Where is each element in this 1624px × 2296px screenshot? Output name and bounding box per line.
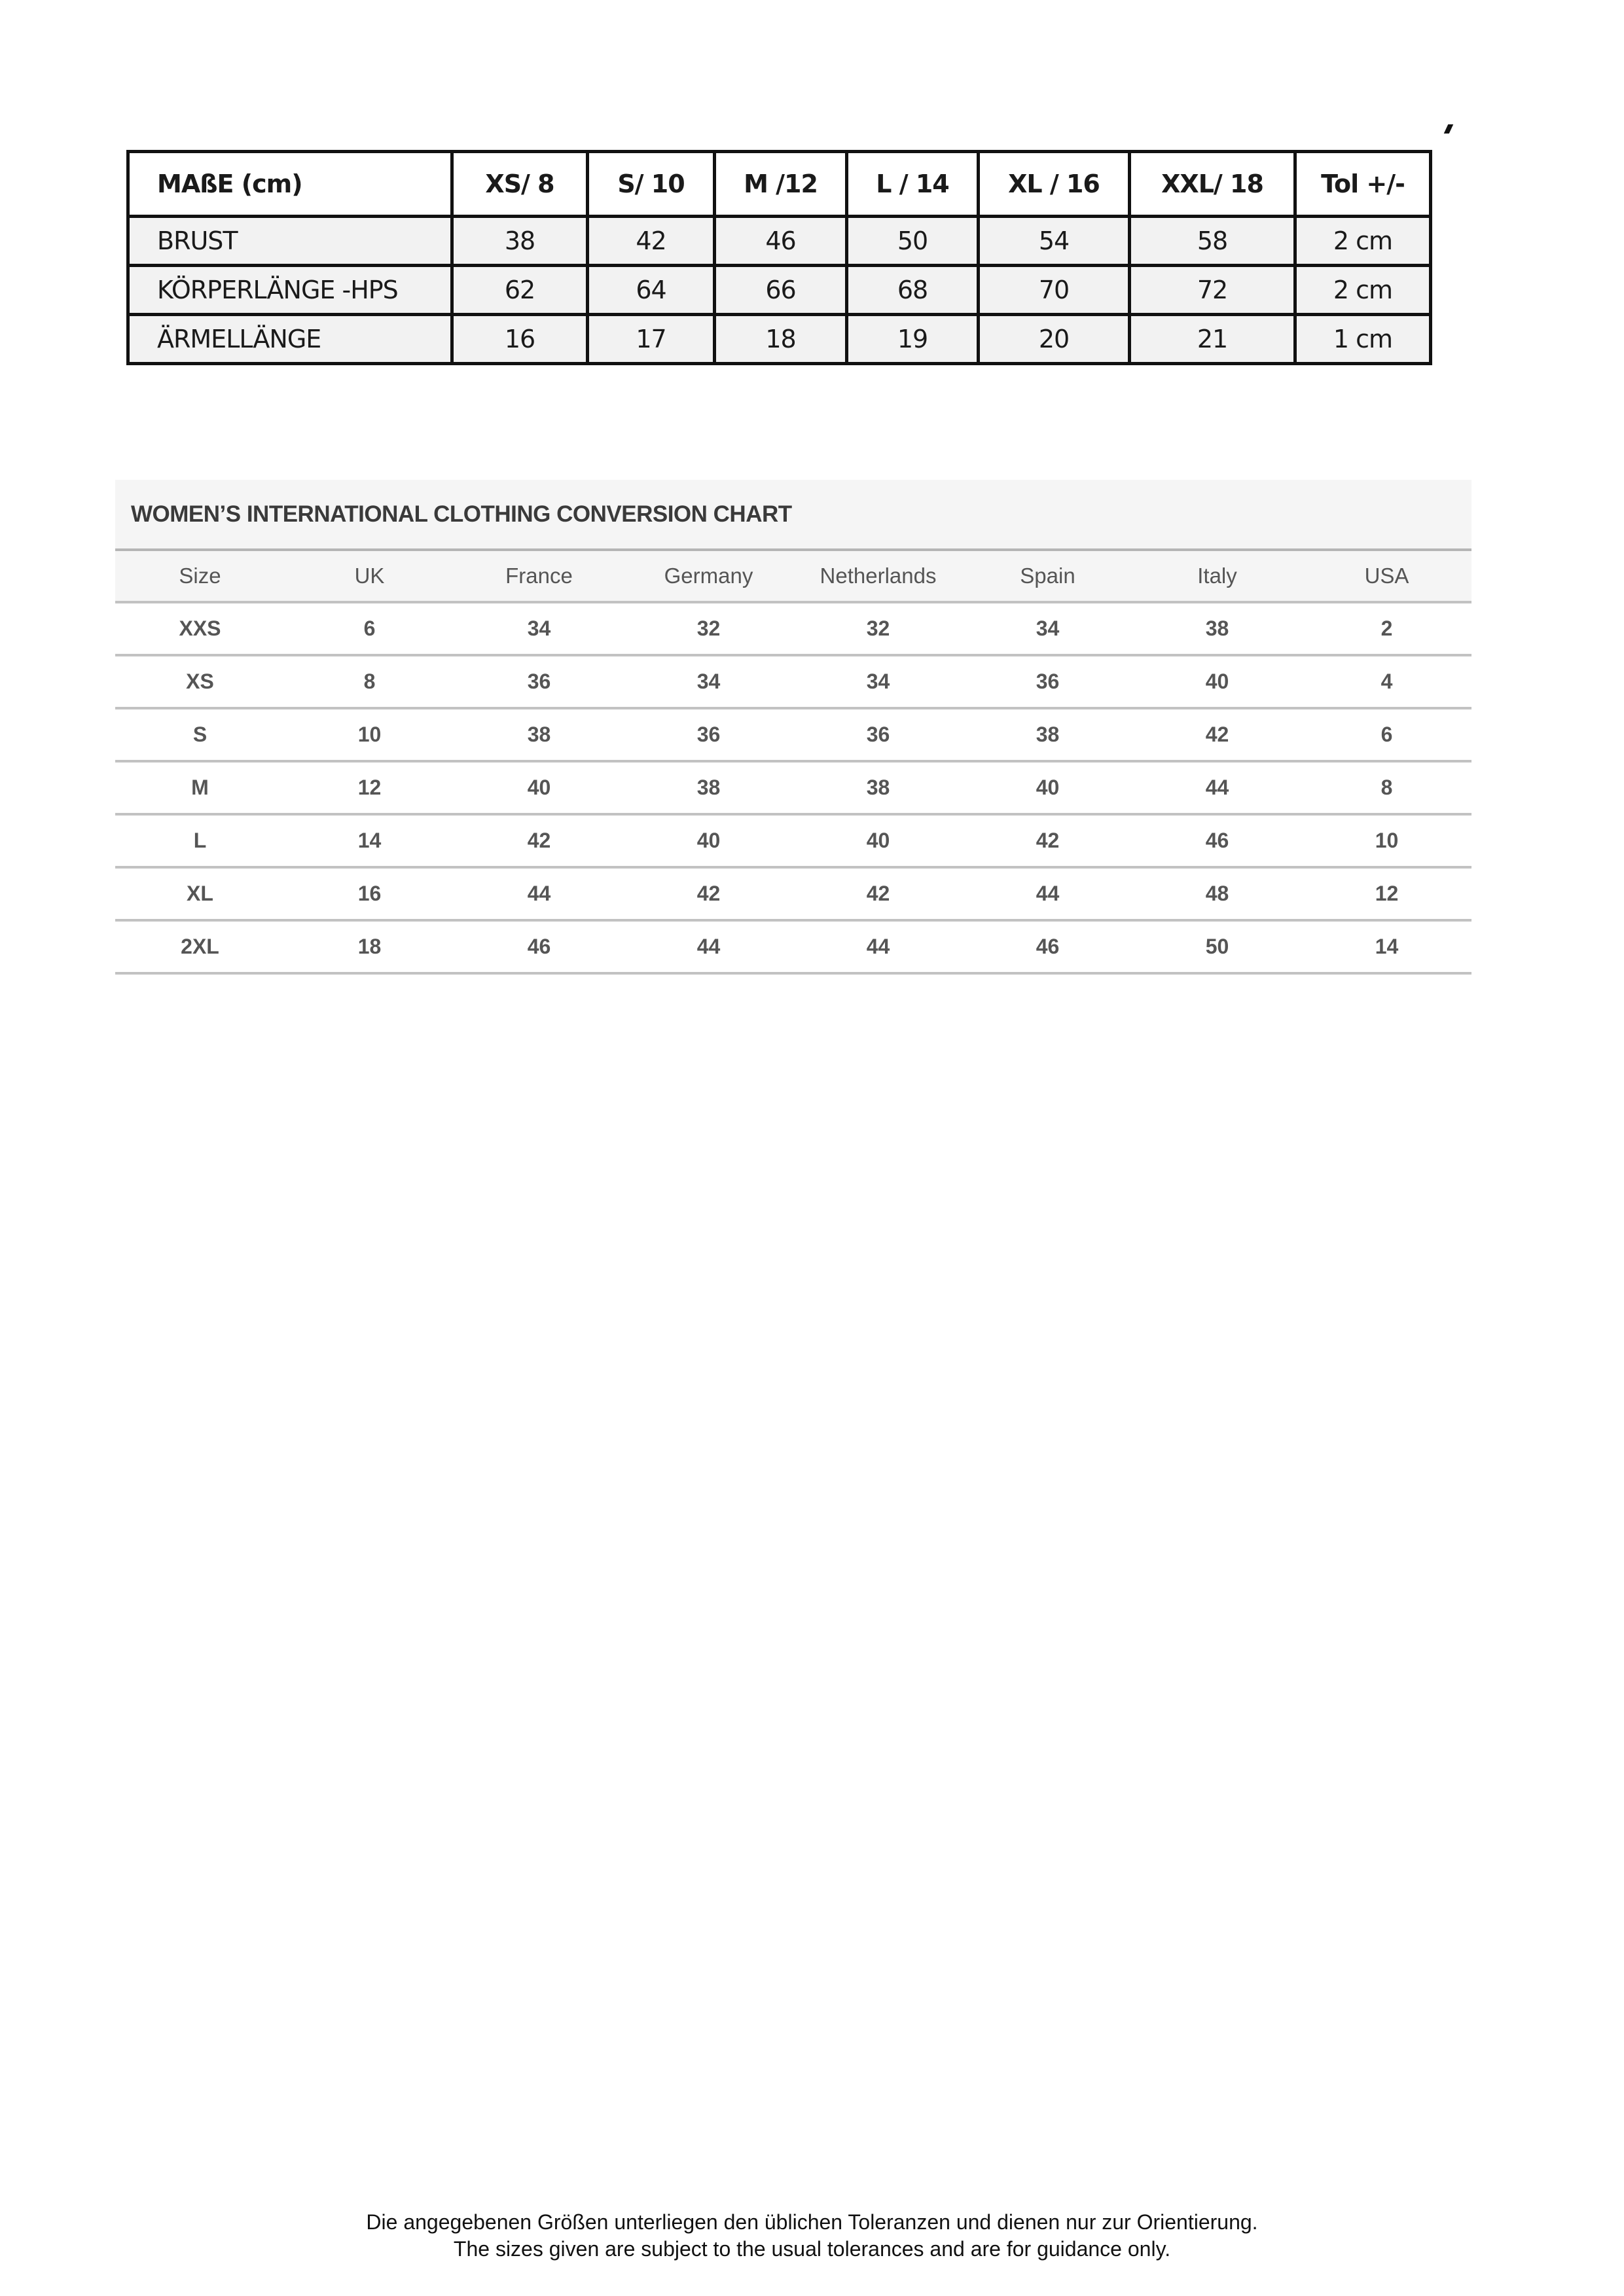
table-cell: 2 xyxy=(1302,602,1471,655)
table-cell: 36 xyxy=(454,655,624,708)
table-cell: 21 xyxy=(1130,315,1295,364)
table-cell: 66 xyxy=(715,266,847,315)
table-cell: 42 xyxy=(1132,708,1302,761)
table-cell: 34 xyxy=(793,655,963,708)
size-table-header: M /12 xyxy=(715,152,847,217)
table-cell: 10 xyxy=(285,708,454,761)
size-table-header: L / 14 xyxy=(847,152,979,217)
table-cell: BRUST xyxy=(128,217,452,266)
table-row xyxy=(115,708,1471,761)
table-cell: 34 xyxy=(624,655,793,708)
table-cell: 34 xyxy=(454,602,624,655)
table-cell: 58 xyxy=(1130,217,1295,266)
table-cell: 42 xyxy=(454,814,624,867)
table-cell: 38 xyxy=(963,708,1132,761)
table-cell: 70 xyxy=(979,266,1130,315)
table-row xyxy=(115,867,1471,920)
table-cell: 62 xyxy=(452,266,588,315)
table-cell: 44 xyxy=(793,920,963,973)
table-cell: 36 xyxy=(793,708,963,761)
table-row xyxy=(115,814,1471,867)
conversion-table-header: Italy xyxy=(1132,551,1302,602)
table-cell: 20 xyxy=(979,315,1130,364)
table-row xyxy=(115,761,1471,814)
table-cell: 50 xyxy=(847,217,979,266)
table-cell: M xyxy=(115,761,285,814)
table-cell: 14 xyxy=(1302,920,1471,973)
conversion-table xyxy=(115,551,1471,975)
table-cell: 34 xyxy=(963,602,1132,655)
table-cell: 4 xyxy=(1302,655,1471,708)
table-cell: 8 xyxy=(1302,761,1471,814)
conversion-chart xyxy=(115,480,1471,975)
table-cell: ÄRMELLÄNGE xyxy=(128,315,452,364)
table-cell: 6 xyxy=(285,602,454,655)
table-cell: 40 xyxy=(1132,655,1302,708)
table-cell: 2 cm xyxy=(1295,217,1431,266)
footer-line-english: The sizes given are subject to the usual tolerances and are for guidance only. xyxy=(453,2237,1171,2261)
table-cell: 32 xyxy=(624,602,793,655)
table-cell: 38 xyxy=(454,708,624,761)
table-row xyxy=(128,315,1431,364)
table-cell: 48 xyxy=(1132,867,1302,920)
size-table-header: S/ 10 xyxy=(588,152,715,217)
table-cell: 10 xyxy=(1302,814,1471,867)
table-cell: 38 xyxy=(1132,602,1302,655)
size-table xyxy=(126,150,1432,365)
size-table-header-row xyxy=(128,152,1431,217)
table-cell: 40 xyxy=(963,761,1132,814)
table-cell: 14 xyxy=(285,814,454,867)
table-cell: 40 xyxy=(454,761,624,814)
conversion-table-header: UK xyxy=(285,551,454,602)
conversion-table-header: Germany xyxy=(624,551,793,602)
table-cell: 44 xyxy=(454,867,624,920)
table-cell: 1 cm xyxy=(1295,315,1431,364)
table-cell: XL xyxy=(115,867,285,920)
conversion-table-header: USA xyxy=(1302,551,1471,602)
table-cell: 32 xyxy=(793,602,963,655)
table-cell: 12 xyxy=(285,761,454,814)
footer xyxy=(0,2209,1624,2263)
table-row xyxy=(115,655,1471,708)
table-cell: 8 xyxy=(285,655,454,708)
table-row xyxy=(115,602,1471,655)
table-cell: 16 xyxy=(452,315,588,364)
table-cell: 46 xyxy=(454,920,624,973)
table-cell: 44 xyxy=(963,867,1132,920)
conversion-table-header: France xyxy=(454,551,624,602)
table-cell: 40 xyxy=(793,814,963,867)
size-table-header: MAßE (cm) xyxy=(128,152,452,217)
table-cell: L xyxy=(115,814,285,867)
table-cell: KÖRPERLÄNGE -HPS xyxy=(128,266,452,315)
conversion-table-header: Size xyxy=(115,551,285,602)
footer-line-german: Die angegebenen Größen unterliegen den üblichen Toleranzen und dienen nur zur Orientierung. xyxy=(366,2210,1258,2234)
table-cell: 18 xyxy=(285,920,454,973)
size-table-header: XL / 16 xyxy=(979,152,1130,217)
table-cell: 2XL xyxy=(115,920,285,973)
table-cell: 17 xyxy=(588,315,715,364)
table-cell: 2 cm xyxy=(1295,266,1431,315)
table-cell: 68 xyxy=(847,266,979,315)
table-cell: 18 xyxy=(715,315,847,364)
table-cell: 42 xyxy=(963,814,1132,867)
table-cell: S xyxy=(115,708,285,761)
size-table-header: XS/ 8 xyxy=(452,152,588,217)
table-cell: 44 xyxy=(1132,761,1302,814)
table-cell: 36 xyxy=(963,655,1132,708)
table-cell: 44 xyxy=(624,920,793,973)
table-row xyxy=(128,217,1431,266)
table-cell: 46 xyxy=(963,920,1132,973)
table-cell: XS xyxy=(115,655,285,708)
table-cell: 38 xyxy=(793,761,963,814)
table-cell: 42 xyxy=(624,867,793,920)
table-cell: 64 xyxy=(588,266,715,315)
conversion-table-header-row xyxy=(115,551,1471,602)
conversion-table-header: Spain xyxy=(963,551,1132,602)
table-row xyxy=(128,266,1431,315)
table-row xyxy=(115,920,1471,973)
table-cell: 16 xyxy=(285,867,454,920)
corner-mark xyxy=(1444,124,1454,134)
size-table-header: Tol +/- xyxy=(1295,152,1431,217)
table-cell: 50 xyxy=(1132,920,1302,973)
table-cell: 46 xyxy=(1132,814,1302,867)
conversion-table-header: Netherlands xyxy=(793,551,963,602)
table-cell: 42 xyxy=(793,867,963,920)
table-cell: 46 xyxy=(715,217,847,266)
table-cell: 40 xyxy=(624,814,793,867)
table-cell: 36 xyxy=(624,708,793,761)
table-cell: 42 xyxy=(588,217,715,266)
table-cell: 54 xyxy=(979,217,1130,266)
conversion-chart-title: WOMEN’S INTERNATIONAL CLOTHING CONVERSION CHART xyxy=(131,501,792,527)
table-cell: 19 xyxy=(847,315,979,364)
table-cell: 38 xyxy=(624,761,793,814)
table-cell: 38 xyxy=(452,217,588,266)
conversion-chart-title-bar xyxy=(115,480,1471,551)
table-cell: 12 xyxy=(1302,867,1471,920)
size-table-header: XXL/ 18 xyxy=(1130,152,1295,217)
table-cell: 72 xyxy=(1130,266,1295,315)
table-cell: XXS xyxy=(115,602,285,655)
table-cell: 6 xyxy=(1302,708,1471,761)
